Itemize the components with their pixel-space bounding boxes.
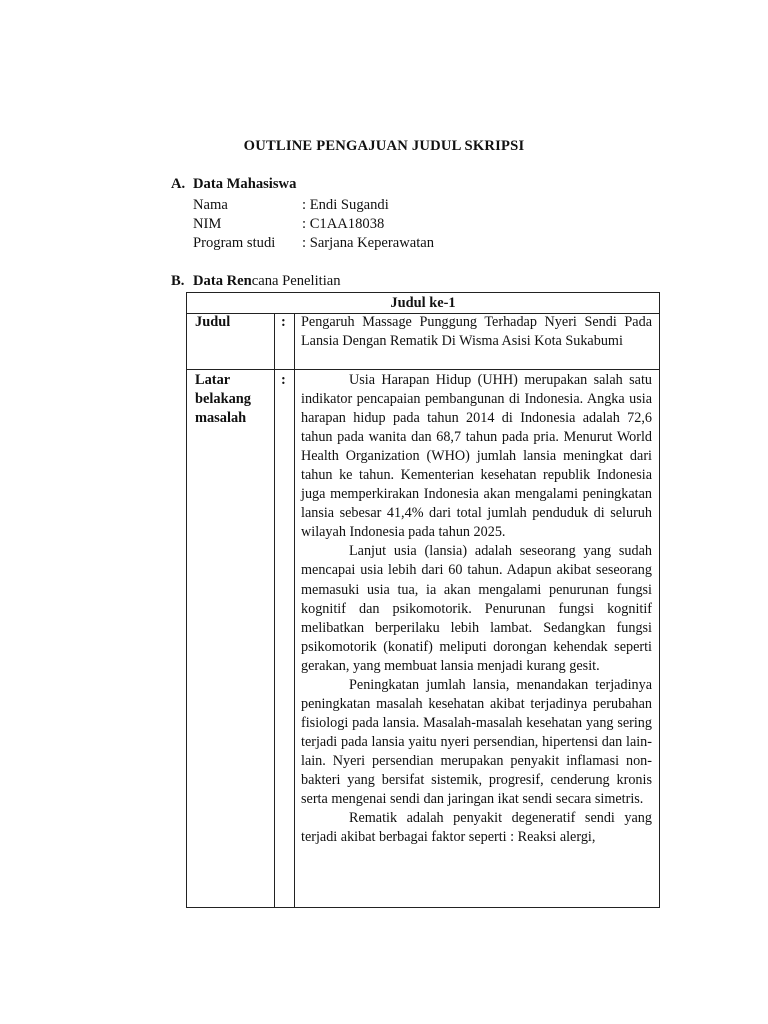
row-content-judul (301, 313, 652, 351)
row-label-latar-belakang: Latar belakang masalah (195, 372, 251, 426)
info-label-nim: NIM (193, 216, 222, 232)
paragraph: Lanjut usia (lansia) adalah seseorang yang sudah mencapai usia lebih dari 60 tahun. Adapun akibat seseorang memasuki usia tua, ia akan mengalami penurunan fungsi kognitif dan psikomotorik. Penurunan fungsi kognitif melibatkan berperilaku lebih lambat. Sedangkan fungsi psikomotorik (konatif) meliputi dorongan kehendak seperti gerakan, yang membuat lansia menjadi kurang gesit. (301, 543, 652, 674)
row-content-latar-belakang (301, 371, 652, 847)
column-divider (294, 313, 295, 907)
judul-text: Pengaruh Massage Punggung Terhadap Nyeri Sendi Pada Lansia Dengan Rematik Di Wisma Asisi Kota Sukabumi (301, 314, 652, 350)
row-colon: : (281, 372, 286, 388)
paragraph: Usia Harapan Hidup (UHH) merupakan salah satu indikator pencapaian pembangunan di Indonesia. Angka usia harapan hidup pada tahun 2014 di Indonesia adalah 72,6 tahun pada wanita dan 68,7 tahun pada pria. Menurut World Health Organization (WHO) jumlah lansia meningkat dari tahun ke tahun. Kementerian kesehatan republik Indonesia juga memperkirakan Indonesia akan mengalami peningkatan lansia sebesar 41,4% dari total jumlah penduduk di seluruh wilayah Indonesia pada tahun 2025. (301, 372, 652, 541)
research-plan-table (186, 292, 660, 908)
section-b-heading (171, 273, 341, 290)
row-colon: : (281, 314, 286, 330)
info-row-nim (193, 215, 434, 234)
row-label-judul: Judul (195, 314, 231, 330)
section-b-number: B. (171, 273, 185, 289)
info-label-name: Nama (193, 197, 228, 213)
column-divider (274, 313, 275, 907)
info-value-nim: : C1AA18038 (302, 216, 385, 232)
row-divider (187, 369, 659, 370)
section-b-title-bold: Data Ren (193, 273, 252, 289)
paragraph: Peningkatan jumlah lansia, menandakan terjadinya peningkatan masalah kesehatan akibat terjadinya perubahan fisiologi pada lansia. Masalah-masalah kesehatan yang sering terjadi pada lansia yaitu nyeri persendian, hipertensi dan lain-lain. Nyeri persendian merupakan penyakit inflamasi non-bakteri yang bersifat sistemik, progresif, cenderung kronis serta mengenai sendi dan jaringan ikat sendi secara simetris. (301, 676, 652, 808)
info-value-name: : Endi Sugandi (302, 197, 389, 213)
section-a-number: A. (171, 176, 186, 192)
section-b-title-normal: cana Penelitian (251, 273, 341, 289)
info-value-program: : Sarjana Keperawatan (302, 235, 435, 251)
table-header: Judul ke-1 (187, 293, 659, 314)
info-label-program: Program studi (193, 235, 276, 251)
student-info (193, 196, 434, 253)
section-a-title: Data Mahasiswa (193, 176, 297, 192)
section-a-heading (171, 176, 296, 193)
paragraph: Rematik adalah penyakit degeneratif sendi yang terjadi akibat berbagai faktor seperti : Reaksi alergi, (301, 810, 652, 846)
document-title: OUTLINE PENGAJUAN JUDUL SKRIPSI (243, 138, 525, 154)
info-row-name (193, 196, 434, 215)
info-row-program (193, 234, 434, 253)
